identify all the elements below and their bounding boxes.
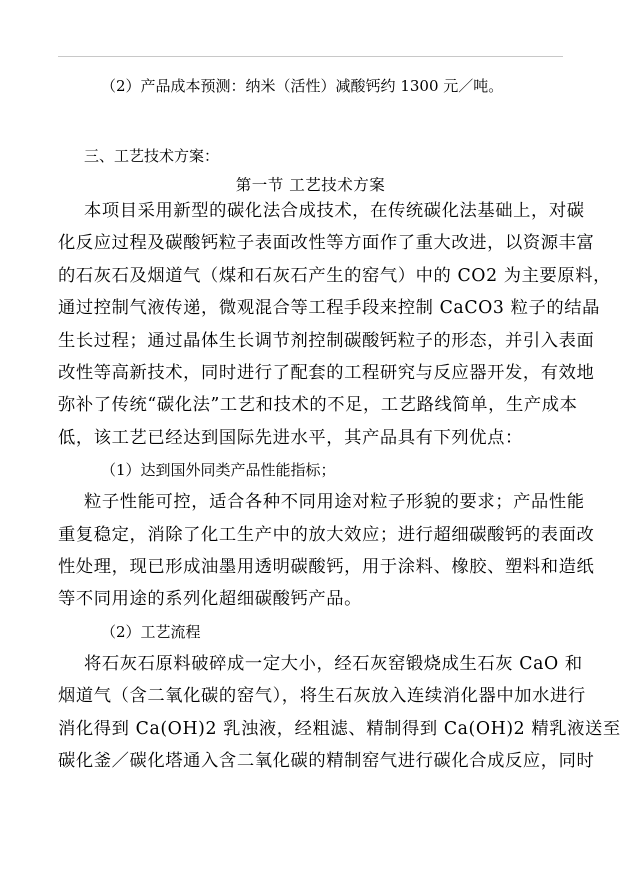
paragraph-line: 粒子性能可控，适合各种不同用途对粒子形貌的要求；产品性能: [84, 492, 585, 513]
chapter-title: 第一节 工艺技术方案: [235, 176, 386, 194]
paragraph-line: 本项目采用新型的碳化法合成技术，在传统碳化法基础上，对碳: [84, 201, 585, 221]
paragraph-line: 等不同用途的系列化超细碳酸钙产品。: [58, 589, 362, 610]
paragraph-line: 碳化釜／碳化塔通入含二氧化碳的精制窑气进行碳化合成反应，同时: [58, 751, 595, 772]
advantage-heading: （1）达到国外同类产品性能指标；: [101, 461, 336, 480]
process-heading: （2）工艺流程: [101, 622, 201, 641]
cost-forecast-line: （2）产品成本预测：纳米（活性）减酸钙约 1300 元／吨。: [101, 77, 504, 95]
paragraph-line: 的石灰石及烟道气（煤和石灰石产生的窑气）中的 CO2 为主要原料，: [58, 265, 612, 286]
advantage-paragraph: [58, 486, 595, 616]
paragraph-line: 低，该工艺已经达到国际先进水平，其产品具有下列优点：: [58, 427, 523, 448]
paragraph-line: 性处理，现已形成油墨用透明碳酸钙，用于涂料、橡胶、塑料和造纸: [58, 557, 595, 578]
document-body: [58, 76, 621, 778]
paragraph-line: 将石灰石原料破碎成一定大小，经石灰窑锻烧成生石灰 CaO 和: [84, 653, 583, 674]
paragraph-line: 化反应过程及碳酸钙粒子表面改性等方面作了重大改进，以资源丰富: [58, 233, 595, 254]
paragraph-line: 通过控制气液传递，微观混合等工程手段来控制 CaCO3 粒子的结晶: [58, 298, 601, 319]
header-rule: [58, 56, 563, 57]
paragraph-line: 重复稳定，消除了化工生产中的放大效应；进行超细碳酸钙的表面改: [58, 524, 595, 545]
paragraph-line: 消化得到 Ca(OH)2 乳浊液，经粗滤、精制得到 Ca(OH)2 精乳液送至: [58, 718, 621, 739]
intro-paragraph: [58, 195, 612, 454]
section-heading: 三、工艺技术方案：: [84, 147, 220, 165]
paragraph-line: 生长过程；通过晶体生长调节剂控制碳酸钙粒子的形态，并引入表面: [58, 330, 595, 351]
paragraph-line: 烟道气（含二氧化碳的窑气），将生石灰放入连续消化器中加水进行: [58, 686, 586, 707]
paragraph-line: 改性等高新技术，同时进行了配套的工程研究与反应器开发，有效地: [58, 363, 595, 384]
paragraph-line: 弥补了传统“碳化法”工艺和技术的不足，工艺路线简单，生产成本: [58, 395, 578, 416]
process-paragraph: [58, 648, 621, 778]
